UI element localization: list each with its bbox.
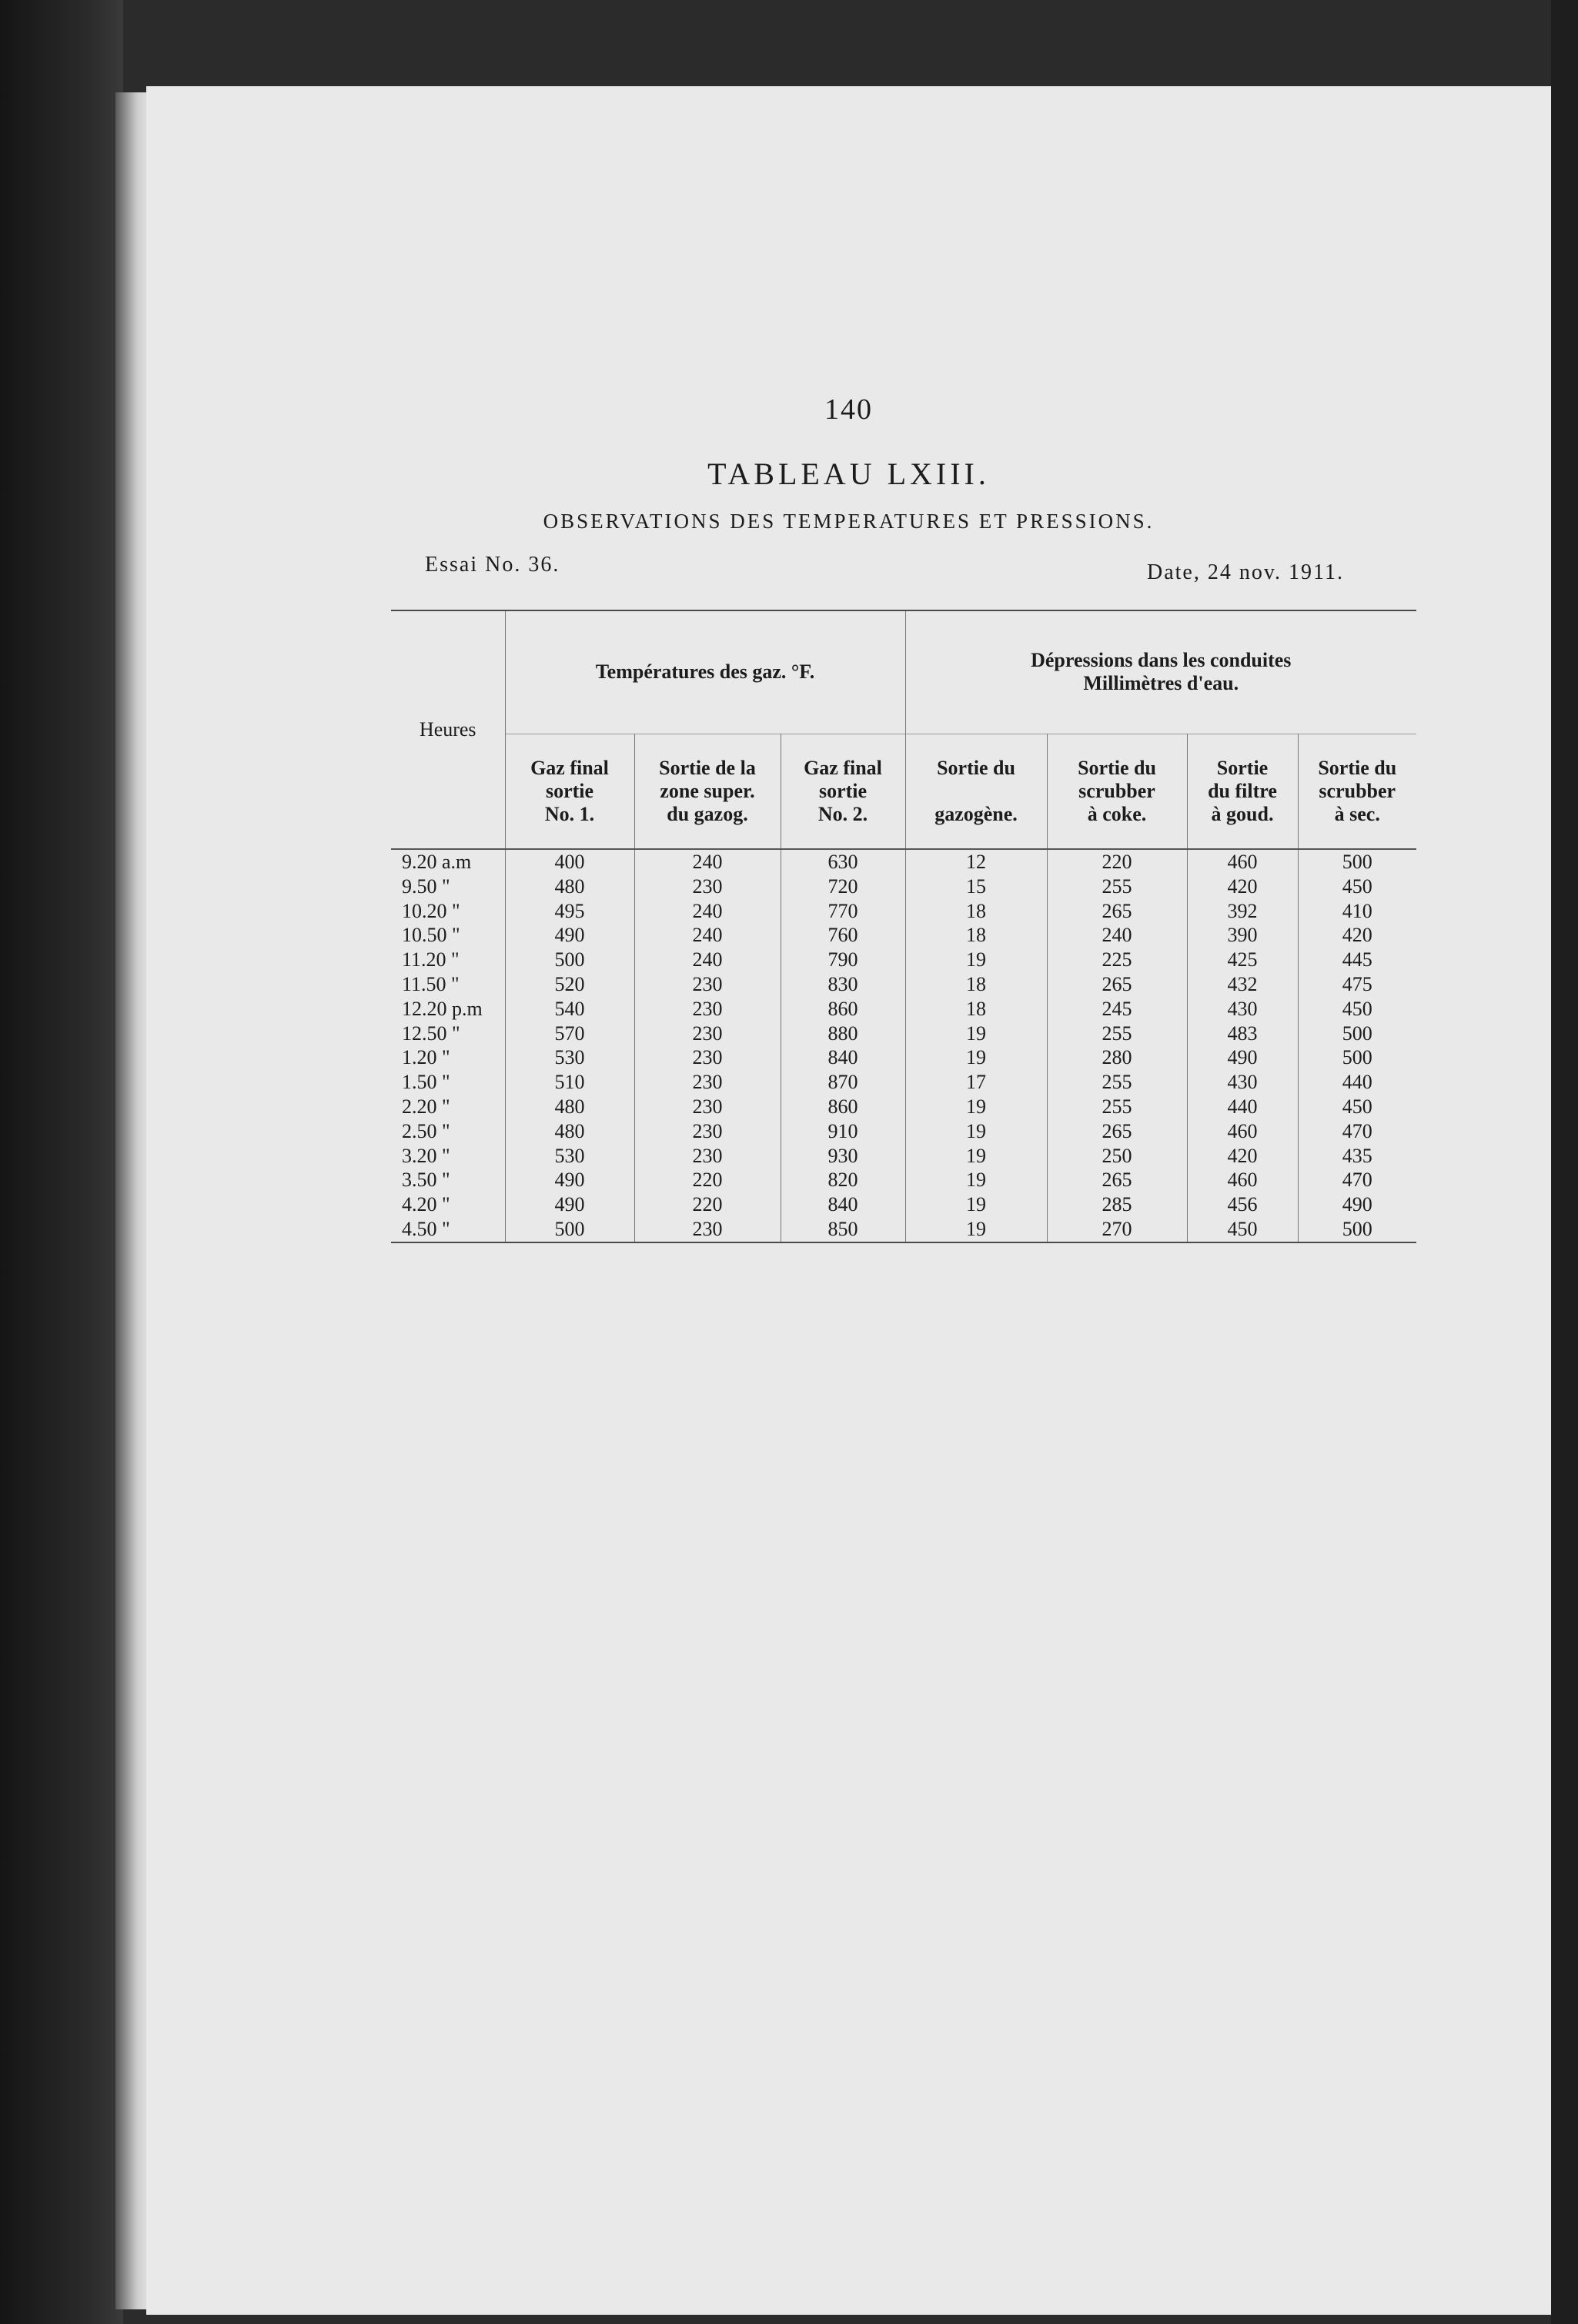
cell-value: 19 <box>905 1119 1047 1144</box>
cell-value: 230 <box>634 972 781 997</box>
cell-value: 840 <box>781 1192 905 1217</box>
cell-value: 18 <box>905 899 1047 924</box>
cell-time: 2.50 " <box>402 1119 450 1142</box>
cell-value: 230 <box>634 997 781 1022</box>
cell-value: 500 <box>1298 1045 1416 1070</box>
table-row <box>391 899 1416 924</box>
table-row <box>391 1022 1416 1046</box>
cell-value: 630 <box>781 849 905 874</box>
header-gaz-final-1 <box>505 734 634 849</box>
cell-value: 450 <box>1298 1095 1416 1119</box>
header-line: Sortie du <box>1318 756 1397 779</box>
cell-time: 4.50 " <box>402 1217 450 1240</box>
header-sortie-scrubber-coke <box>1047 734 1187 849</box>
cell-value: 19 <box>905 1095 1047 1119</box>
cell-value: 18 <box>905 997 1047 1022</box>
cell-value: 230 <box>634 1022 781 1046</box>
cell-value: 270 <box>1047 1217 1187 1242</box>
cell-time: 3.20 " <box>402 1144 450 1167</box>
cell-time: 12.20 p.m <box>402 997 483 1020</box>
table-row <box>391 923 1416 948</box>
cell-time: 10.50 " <box>402 924 460 947</box>
header-line: Gaz final <box>804 756 882 779</box>
table-row <box>391 1095 1416 1119</box>
cell-value: 490 <box>505 1192 634 1217</box>
cell-value: 245 <box>1047 997 1187 1022</box>
cell-value: 790 <box>781 948 905 972</box>
cell-value: 18 <box>905 923 1047 948</box>
scan-border-left <box>0 0 123 2324</box>
header-group-depressions-line2: Millimètres d'eau. <box>1083 672 1239 695</box>
cell-time: 1.50 " <box>402 1071 450 1094</box>
cell-value: 230 <box>634 1119 781 1144</box>
cell-value: 850 <box>781 1217 905 1242</box>
table-row <box>391 874 1416 899</box>
table-row <box>391 1168 1416 1192</box>
cell-value: 19 <box>905 948 1047 972</box>
cell-value: 255 <box>1047 1095 1187 1119</box>
cell-value: 483 <box>1187 1022 1298 1046</box>
table-row <box>391 849 1416 874</box>
cell-value: 500 <box>505 948 634 972</box>
group-header-row <box>391 610 1416 734</box>
cell-value: 430 <box>1187 997 1298 1022</box>
cell-value: 860 <box>781 997 905 1022</box>
cell-value: 530 <box>505 1045 634 1070</box>
header-line: du filtre <box>1208 779 1277 802</box>
cell-value: 540 <box>505 997 634 1022</box>
date-label: Date, 24 nov. 1911. <box>1147 560 1344 584</box>
cell-value: 475 <box>1298 972 1416 997</box>
cell-time: 4.20 " <box>402 1193 450 1216</box>
cell-value: 490 <box>1187 1045 1298 1070</box>
cell-value: 230 <box>634 1144 781 1169</box>
cell-time: 10.20 " <box>402 899 460 922</box>
cell-value: 18 <box>905 972 1047 997</box>
header-line: No. 1. <box>544 802 595 825</box>
header-line: du gazog. <box>667 802 748 825</box>
cell-value: 840 <box>781 1045 905 1070</box>
cell-value: 392 <box>1187 899 1298 924</box>
cell-value: 880 <box>781 1022 905 1046</box>
cell-value: 490 <box>505 1168 634 1192</box>
cell-value: 520 <box>505 972 634 997</box>
cell-value: 510 <box>505 1070 634 1095</box>
table-row <box>391 948 1416 972</box>
cell-value: 495 <box>505 899 634 924</box>
cell-value: 410 <box>1298 899 1416 924</box>
table-row <box>391 1070 1416 1095</box>
cell-value: 265 <box>1047 1168 1187 1192</box>
cell-value: 435 <box>1298 1144 1416 1169</box>
header-heures: Heures <box>391 610 505 849</box>
header-line: à coke. <box>1087 802 1147 825</box>
header-line: à sec. <box>1334 802 1380 825</box>
cell-value: 265 <box>1047 972 1187 997</box>
cell-value: 220 <box>1047 849 1187 874</box>
header-line: à goud. <box>1211 802 1274 825</box>
table-row <box>391 1217 1416 1242</box>
cell-value: 480 <box>505 1119 634 1144</box>
document-page <box>146 86 1551 2315</box>
cell-value: 220 <box>634 1168 781 1192</box>
table-row <box>391 1144 1416 1169</box>
table-row <box>391 972 1416 997</box>
header-line: scrubber <box>1319 779 1396 802</box>
cell-value: 450 <box>1298 874 1416 899</box>
cell-value: 240 <box>634 948 781 972</box>
cell-value: 255 <box>1047 1070 1187 1095</box>
header-line: gazogène. <box>934 802 1018 825</box>
cell-value: 460 <box>1187 1168 1298 1192</box>
cell-value: 230 <box>634 1045 781 1070</box>
header-gaz-final-2 <box>781 734 905 849</box>
cell-value: 255 <box>1047 1022 1187 1046</box>
cell-value: 17 <box>905 1070 1047 1095</box>
header-group-depressions <box>905 610 1416 734</box>
table-body <box>391 849 1416 1242</box>
cell-time: 2.20 " <box>402 1095 450 1118</box>
header-sortie-zone-super <box>634 734 781 849</box>
header-line: Gaz final <box>530 756 609 779</box>
cell-value: 15 <box>905 874 1047 899</box>
cell-value: 456 <box>1187 1192 1298 1217</box>
cell-value: 860 <box>781 1095 905 1119</box>
cell-value: 19 <box>905 1045 1047 1070</box>
header-line: No. 2. <box>817 802 868 825</box>
cell-value: 450 <box>1187 1217 1298 1242</box>
cell-time: 12.50 " <box>402 1022 460 1045</box>
header-line: Sortie du <box>1078 756 1156 779</box>
header-sortie-gazogene <box>905 734 1047 849</box>
cell-value: 480 <box>505 874 634 899</box>
cell-value: 19 <box>905 1022 1047 1046</box>
cell-value: 570 <box>505 1022 634 1046</box>
cell-value: 445 <box>1298 948 1416 972</box>
cell-value: 830 <box>781 972 905 997</box>
cell-value: 530 <box>505 1144 634 1169</box>
cell-value: 470 <box>1298 1119 1416 1144</box>
cell-value: 870 <box>781 1070 905 1095</box>
cell-value: 19 <box>905 1168 1047 1192</box>
cell-value: 230 <box>634 1070 781 1095</box>
cell-time: 11.20 " <box>402 948 460 971</box>
cell-value: 420 <box>1187 874 1298 899</box>
cell-value: 230 <box>634 1095 781 1119</box>
cell-value: 230 <box>634 1217 781 1242</box>
header-line: sortie <box>545 779 594 802</box>
header-line: zone super. <box>660 779 755 802</box>
page-number: 140 <box>824 393 873 426</box>
cell-value: 255 <box>1047 874 1187 899</box>
table-subtitle: OBSERVATIONS DES TEMPERATURES ET PRESSIONS. <box>543 510 1155 533</box>
cell-value: 760 <box>781 923 905 948</box>
cell-value: 930 <box>781 1144 905 1169</box>
cell-value: 12 <box>905 849 1047 874</box>
table-row <box>391 1045 1416 1070</box>
cell-value: 240 <box>634 849 781 874</box>
cell-value: 420 <box>1187 1144 1298 1169</box>
table-row <box>391 997 1416 1022</box>
cell-value: 500 <box>505 1217 634 1242</box>
cell-value: 280 <box>1047 1045 1187 1070</box>
cell-value: 440 <box>1187 1095 1298 1119</box>
cell-value: 390 <box>1187 923 1298 948</box>
header-sortie-filtre-goud <box>1187 734 1298 849</box>
cell-value: 460 <box>1187 1119 1298 1144</box>
table-title: TABLEAU LXIII. <box>707 456 990 491</box>
cell-value: 220 <box>634 1192 781 1217</box>
cell-value: 240 <box>634 923 781 948</box>
cell-value: 500 <box>1298 849 1416 874</box>
observations-table <box>391 610 1416 1243</box>
cell-value: 19 <box>905 1144 1047 1169</box>
cell-value: 770 <box>781 899 905 924</box>
cell-value: 450 <box>1298 997 1416 1022</box>
cell-time: 9.50 " <box>402 874 450 898</box>
cell-value: 265 <box>1047 899 1187 924</box>
column-header-row <box>391 734 1416 849</box>
scan-border-right <box>1551 0 1578 2324</box>
cell-value: 240 <box>634 899 781 924</box>
cell-value: 285 <box>1047 1192 1187 1217</box>
cell-time: 1.20 " <box>402 1046 450 1069</box>
header-line: sortie <box>818 779 868 802</box>
cell-value: 500 <box>1298 1217 1416 1242</box>
cell-value: 225 <box>1047 948 1187 972</box>
cell-time: 3.50 " <box>402 1169 450 1192</box>
cell-value: 910 <box>781 1119 905 1144</box>
table-row <box>391 1119 1416 1144</box>
header-sortie-scrubber-sec <box>1298 734 1416 849</box>
cell-value: 425 <box>1187 948 1298 972</box>
cell-value: 19 <box>905 1192 1047 1217</box>
cell-value: 432 <box>1187 972 1298 997</box>
cell-value: 440 <box>1298 1070 1416 1095</box>
cell-value: 420 <box>1298 923 1416 948</box>
header-line: Sortie <box>1216 756 1269 779</box>
cell-value: 820 <box>781 1168 905 1192</box>
essai-label: Essai No. 36. <box>425 553 560 577</box>
header-group-depressions-line1: Dépressions dans les conduites <box>1031 649 1292 672</box>
header-line: Sortie de la <box>659 756 756 779</box>
cell-value: 230 <box>634 874 781 899</box>
table-row <box>391 1192 1416 1217</box>
cell-value: 470 <box>1298 1168 1416 1192</box>
header-line: scrubber <box>1078 779 1155 802</box>
cell-time: 11.50 " <box>402 972 460 995</box>
cell-value: 480 <box>505 1095 634 1119</box>
cell-value: 500 <box>1298 1022 1416 1046</box>
cell-value: 460 <box>1187 849 1298 874</box>
cell-value: 490 <box>1298 1192 1416 1217</box>
cell-time: 9.20 a.m <box>402 851 472 873</box>
cell-value: 400 <box>505 849 634 874</box>
cell-value: 720 <box>781 874 905 899</box>
cell-value: 430 <box>1187 1070 1298 1095</box>
header-group-temperatures: Températures des gaz. °F. <box>505 610 905 734</box>
cell-value: 19 <box>905 1217 1047 1242</box>
cell-value: 490 <box>505 923 634 948</box>
header-line: Sortie du <box>937 756 1015 779</box>
cell-value: 250 <box>1047 1144 1187 1169</box>
cell-value: 240 <box>1047 923 1187 948</box>
cell-value: 265 <box>1047 1119 1187 1144</box>
